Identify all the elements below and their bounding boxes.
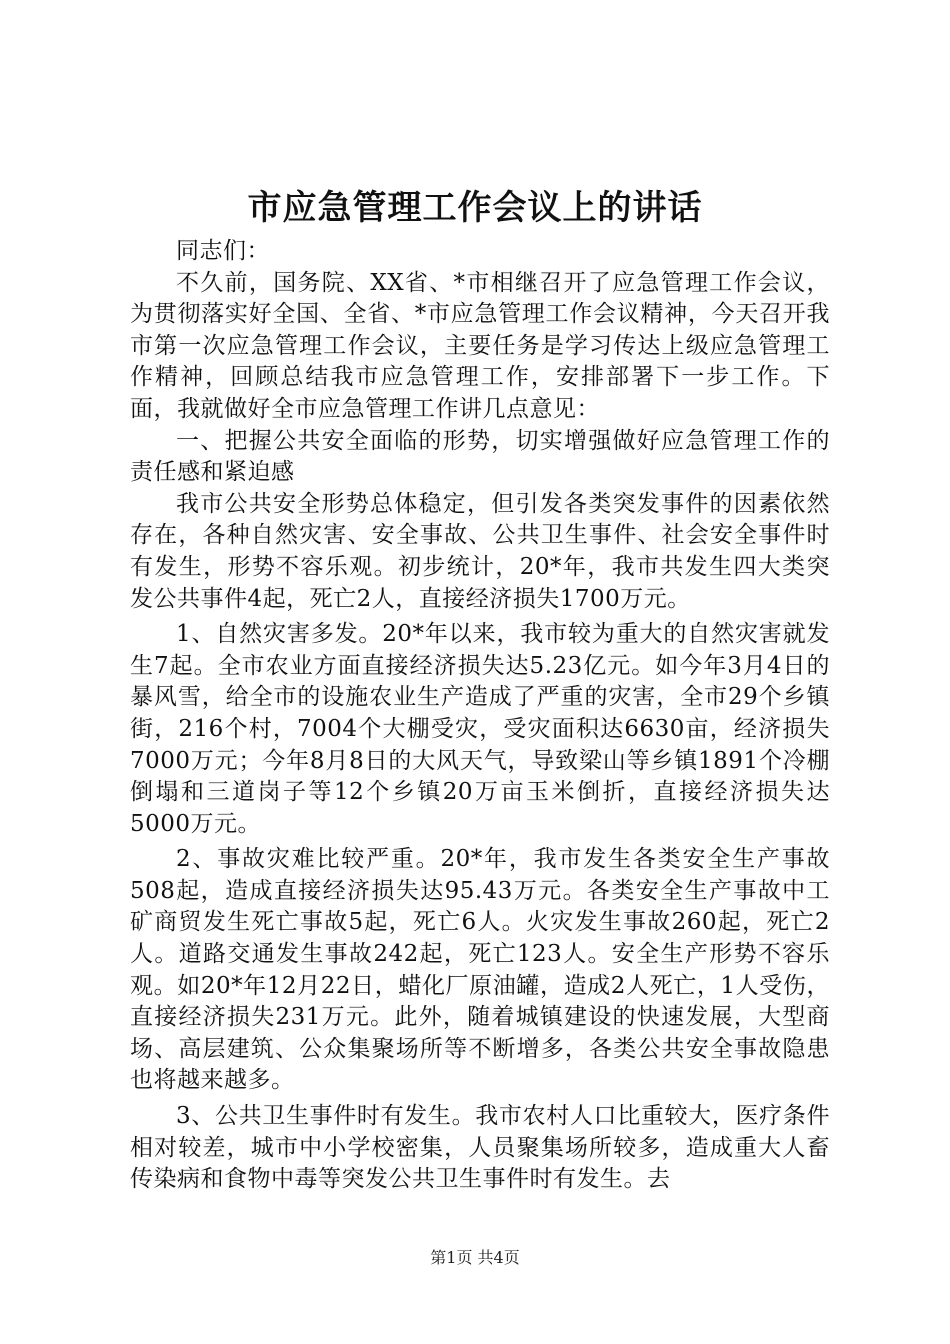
- section-heading-1: 一、把握公共安全面临的形势，切实增强做好应急管理工作的责任感和紧迫感: [130, 427, 830, 486]
- document-title: 市应急管理工作会议上的讲话: [247, 188, 703, 228]
- paragraph-accidents: 2、事故灾难比较严重。20*年，我市发生各类安全生产事故508起，造成直接经济损失达95.43万元。各类安全生产事故中工矿商贸发生死亡事故5起，死亡6人。火灾发生事故260起，死亡2人。道路交通发生事故242起，死亡123人。安全生产形势不容乐观。如20*年12月22日，蜡化厂原油罐，造成2人死亡，1人受伤，直接经济损失231万元。此外，随着城镇建设的快速发展，大型商场、高层建筑、公众集聚场所等不断增多，各类公共安全事故隐患也将越来越多。: [130, 846, 830, 1094]
- page-number-footer: 第1页 共4页: [430, 1248, 520, 1267]
- salutation: 同志们：: [176, 238, 270, 264]
- paragraph-natural-disasters: 1、自然灾害多发。20*年以来，我市较为重大的自然灾害就发生7起。全市农业方面直接经济损失达5.23亿元。如今年3月4日的暴风雪，给全市的设施农业生产造成了严重的灾害，全市29个乡镇街，216个村，7004个大棚受灾，受灾面积达6630亩，经济损失7000万元；今年8月8日的大风天气，导致梁山等乡镇1891个冷棚倒塌和三道岗子等12个乡镇20万亩玉米倒折，直接经济损失达5000万元。: [130, 621, 830, 837]
- paragraph-intro: 不久前，国务院、XX省、*市相继召开了应急管理工作会议，为贯彻落实好全国、全省、*市应急管理工作会议精神，今天召开我市第一次应急管理工作会议，主要任务是学习传达上级应急管理工作精神，回顾总结我市应急管理工作，安排部署下一步工作。下面，我就做好全市应急管理工作讲几点意见：: [130, 269, 830, 422]
- document-body: [130, 236, 830, 1196]
- paragraph-situation: 我市公共安全形势总体稳定，但引发各类突发事件的因素依然存在，各种自然灾害、安全事故、公共卫生事件、社会安全事件时有发生，形势不容乐观。初步统计，20*年，我市共发生四大类突发公共事件4起，死亡2人，直接经济损失1700万元。: [130, 490, 830, 612]
- paragraph-public-health: 3、公共卫生事件时有发生。我市农村人口比重较大，医疗条件相对较差，城市中小学校密集，人员聚集场所较多，造成重大人畜传染病和食物中毒等突发公共卫生事件时有发生。去: [130, 1103, 830, 1193]
